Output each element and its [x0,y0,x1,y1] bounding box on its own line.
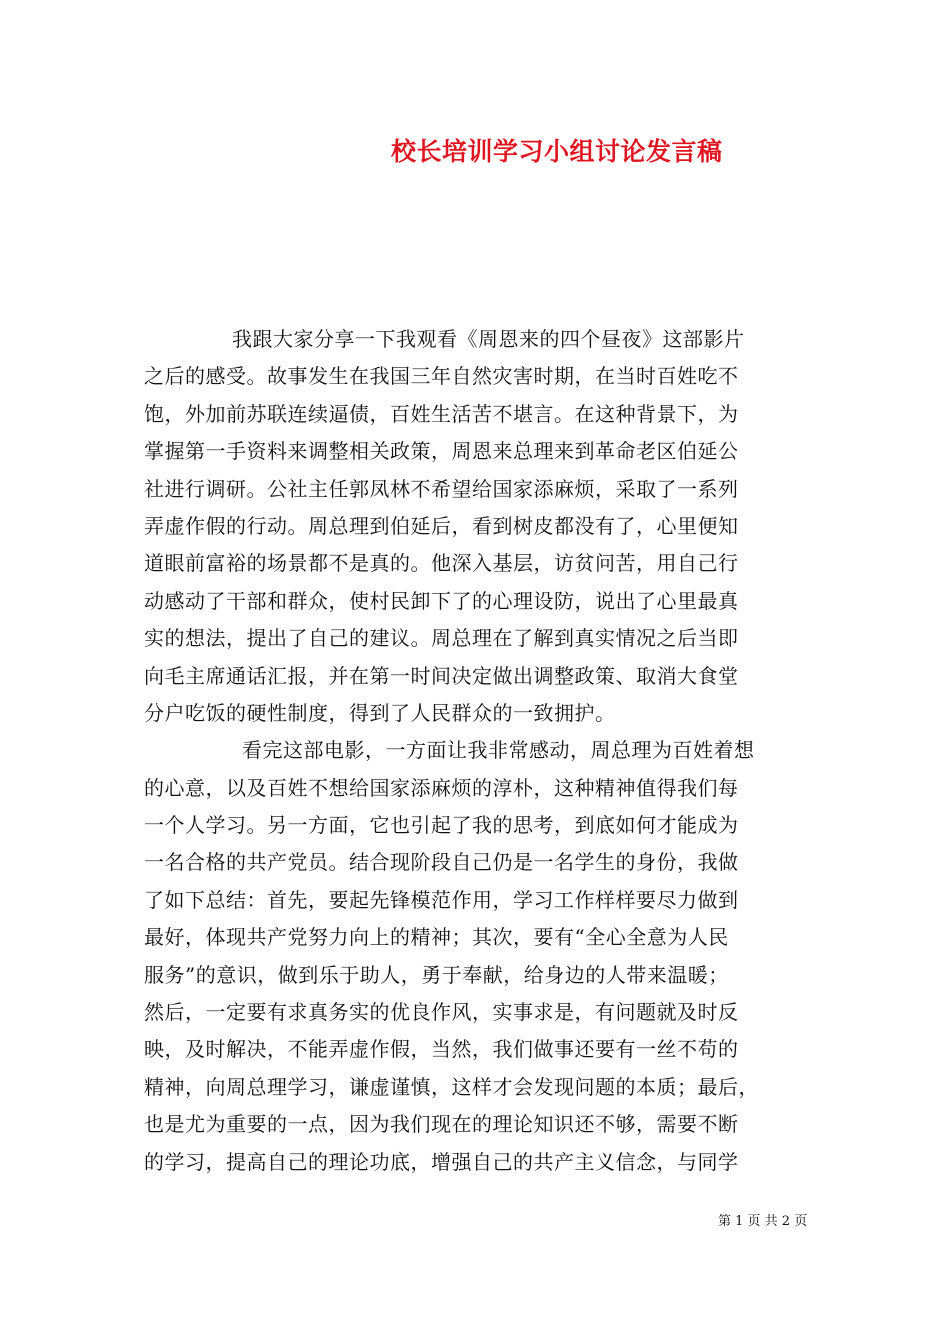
text-line: 然后，一定要有求真务实的优良作风，实事求是，有问题就及时反 [144,1000,739,1025]
paragraph [144,732,812,1181]
text-line: 实的想法，提出了自己的建议。周总理在了解到真实情况之后当即 [144,626,739,651]
text-line: 分户吃饭的硬性制度，得到了人民群众的一致拥护。 [144,700,616,725]
text-line: 精神，向周总理学习，谦虚谨慎，这样才会发现问题的本质；最后， [144,1074,759,1099]
text-line: 的学习，提高自己的理论功底，增强自己的共产主义信念，与同学 [144,1149,739,1174]
text-line: 看完这部电影，一方面让我非常感动，周总理为百姓着想 [242,738,755,763]
text-line: 饱，外加前苏联连续逼债，百姓生活苦不堪言。在这种背景下，为 [144,401,739,426]
text-line: 服务”的意识，做到乐于助人，勇于奉献，给身边的人带来温暖； [144,962,729,987]
text-line: 也是尤为重要的一点，因为我们现在的理论知识还不够，需要不断 [144,1112,739,1137]
text-line: 映，及时解决，不能弄虚作假，当然，我们做事还要有一丝不苟的 [144,1037,739,1062]
text-line: 最好，体现共产党努力向上的精神；其次，要有“全心全意为人民 [144,925,729,950]
document-title: 校长培训学习小组讨论发言稿 [391,137,723,166]
paragraph [144,321,812,732]
text-line: 向毛主席通话汇报，并在第一时间决定做出调整政策、取消大食堂 [144,663,739,688]
text-line: 我跟大家分享一下我观看《周恩来的四个昼夜》这部影片 [232,327,745,351]
text-line: 道眼前富裕的场景都不是真的。他深入基层，访贫问苦，用自己行 [144,551,739,576]
text-line: 一个人学习。另一方面，它也引起了我的思考，到底如何才能成为 [144,813,739,838]
text-line: 一名合格的共产党员。结合现阶段自己仍是一名学生的身份，我做 [144,850,739,875]
text-line: 的心意，以及百姓不想给国家添麻烦的淳朴，这种精神值得我们每 [144,775,739,800]
text-line: 社进行调研。公社主任郭凤林不希望给国家添麻烦，采取了一系列 [144,476,739,501]
text-line: 了如下总结：首先，要起先锋模范作用，学习工作样样要尽力做到 [144,887,739,912]
text-line: 之后的感受。故事发生在我国三年自然灾害时期，在当时百姓吃不 [144,364,739,389]
page-number-footer: 第 1 页 共 2 页 [718,1214,808,1229]
document-body [144,321,812,1181]
text-line: 掌握第一手资料来调整相关政策，周恩来总理来到革命老区伯延公 [144,439,739,464]
text-line: 动感动了干部和群众，使村民卸下了的心理设防，说出了心里最真 [144,588,739,613]
text-line: 弄虚作假的行动。周总理到伯延后，看到树皮都没有了，心里便知 [144,513,739,538]
